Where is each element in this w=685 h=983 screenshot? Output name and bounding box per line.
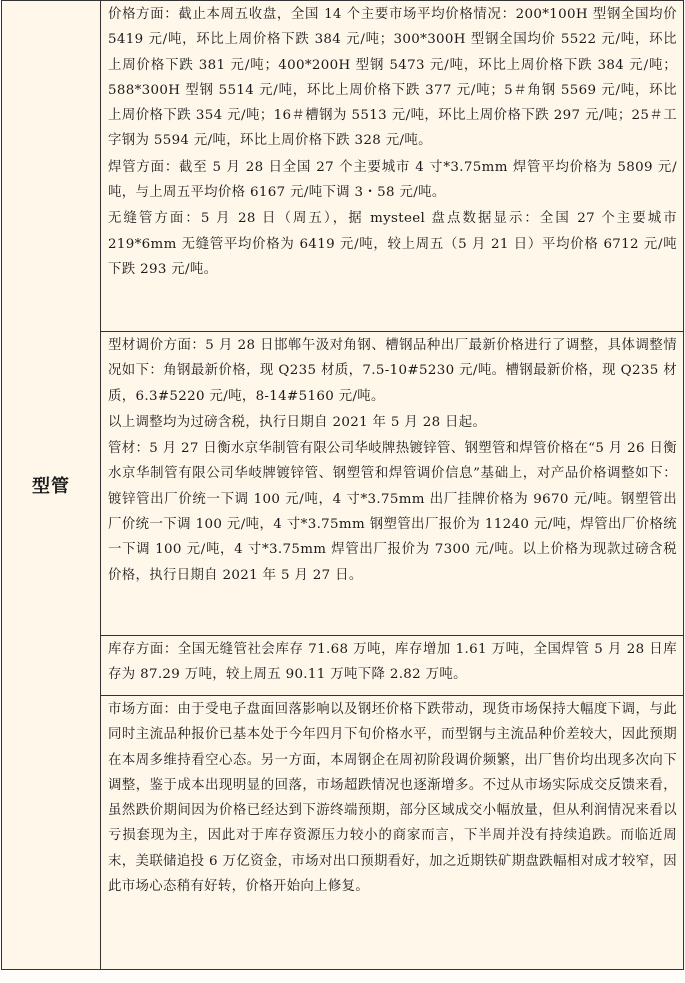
- inventory-section-cell: [101, 636, 684, 696]
- inventory-paragraph: 库存方面：全国无缝管社会库存 71.68 万吨，库存增加 1.61 万吨，全国焊管 5 月 28 日库存为 87.29 万吨，较上周五 90.11 万吨下降 2.82 万吨。: [108, 642, 677, 683]
- table-row: [2, 332, 684, 636]
- table-row: [2, 1, 684, 332]
- category-label: 型管: [2, 1, 101, 970]
- pipe-adjustment-paragraph: 管材：5 月 27 日衡水京华制管有限公司华岐牌热镀锌管、钢塑管和焊管价格在“5 月 26 日衡水京华制管有限公司华岐牌镀锌管、钢塑管和焊管调价信息”基础上，对产品价格调整如下：镀锌管出厂价统一下调 100 元/吨，4 寸*3.75mm 出厂挂牌价格为 9670 元/吨。钢塑管出厂价统一下调 100 元/吨，4 寸*3.75mm 钢塑管出厂报价为 11240 元/吨，焊管出厂价格统一下调 100 元/吨，4 寸*3.75mm 焊管出厂报价为 7300 元/吨。以上价格为现款过磅含税价格，执行日期自 2021 年 5 月 27 日。: [108, 441, 677, 583]
- profile-adjustment-paragraph: 型材调价方面：5 月 28 日邯郸午汲对角钢、槽钢品种出厂最新价格进行了调整，具体调整情况如下：角钢最新价格，现 Q235 材质，7.5-10#5230 元/吨。槽钢最新价格，现 Q235 材质，6.3#5220 元/吨，8-14#5160 元/吨。: [108, 338, 677, 404]
- table-row: [2, 636, 684, 696]
- welded-pipe-paragraph: 焊管方面：截至 5 月 28 日全国 27 个主要城市 4 寸*3.75mm 焊管平均价格为 5809 元/吨，与上周五平均价格 6167 元/吨下调 3・58 元/吨。: [108, 159, 677, 201]
- price-paragraph: 价格方面：截止本周五收盘，全国 14 个主要市场平均价格情况：200*100H 型钢全国均价 5419 元/吨，环比上周价格下跌 384 元/吨；300*300H 型钢全国均价 5522 元/吨，环比上周价格下跌 381 元/吨；400*200H 型钢 5473 元/吨，环比上周价格下跌 384 元/吨；588*300H 型钢 5514 元/吨，环比上周价格下跌 377 元/吨；5＃角钢 5569 元/吨，环比上周价格下跌 354 元/吨；16＃槽钢为 5513 元/吨，环比上周价格下跌 297 元/吨；25＃工字钢为 5594 元/吨，环比上周价格下跌 328 元/吨。: [108, 7, 677, 149]
- seamless-pipe-paragraph: 无缝管方面：5 月 28 日（周五），据 mysteel 盘点数据显示：全国 27 个主要城市 219*6mm 无缝管平均价格为 6419 元/吨，较上周五（5 月 21 日）平均价格 6712 元/吨下跌 293 元/吨。: [108, 211, 677, 277]
- market-section-cell: [101, 696, 684, 970]
- table-row: [2, 696, 684, 970]
- adjustment-section-cell: [101, 332, 684, 636]
- market-report-table: [1, 0, 684, 970]
- adjustment-note-paragraph: 以上调整均为过磅含税，执行日期自 2021 年 5 月 28 日起。: [108, 414, 487, 430]
- price-section-cell: [101, 1, 684, 332]
- market-paragraph: 市场方面：由于受电子盘面回落影响以及钢坯价格下跌带动，现货市场保持大幅度下调，与此同时主流品种报价已基本处于今年四月下旬价格水平，而型钢与主流品种价差较大，因此预期在本周多维持看空心态。另一方面，本周钢企在周初阶段调价频繁，出厂售价均出现多次向下调整，鉴于成本出现明显的回落，市场超跌情况也逐渐增多。不过从市场实际成交反馈来看，虽然跌价期间因为价格已经达到下游终端预期，部分区域成交小幅放量，但从利润情况来看以亏损套现为主，因此对于库存资源压力较小的商家而言，下半周并没有持续追跌。而临近周末，美联储追投 6 万亿资金，市场对出口预期看好，加之近期铁矿期盘跌幅相对成才较窄，因此市场心态稍有好转，价格开始向上修复。: [108, 702, 677, 895]
